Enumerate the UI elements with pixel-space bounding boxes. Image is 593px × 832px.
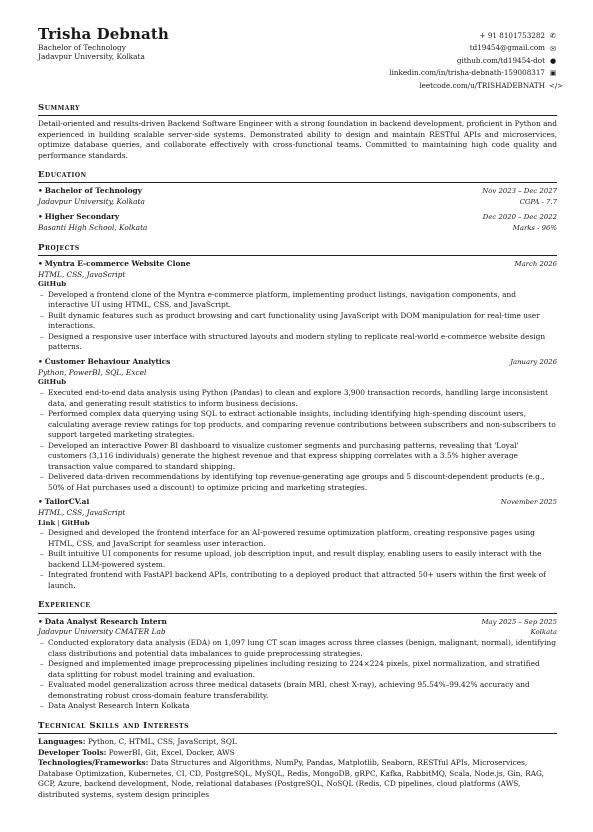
resume-header xyxy=(38,25,564,92)
project-live-link[interactable]: Link xyxy=(38,518,56,527)
project-date: March 2026 xyxy=(514,259,557,268)
candidate-degree: Bachelor of Technology xyxy=(38,42,126,52)
education-entry: • Higher Secondary Dec 2020 – Dec 2022 Basanti High School, Kolkata Marks - 96% xyxy=(38,211,557,232)
project-bullets xyxy=(48,290,557,353)
experience-location: Kolkata xyxy=(530,628,557,637)
project-tech: HTML, CSS, JavaScript xyxy=(38,269,126,279)
project-entry: • TailorCV.ai November 2025 HTML, CSS, JavaScript Link | GitHub – Designed and developed the frontend interface for an AI-powered resume optimization platform, creating responsive pages using HTML, CSS, and JavaScript for seamless user interaction. – Built intuitive UI components for resume upload, job description input, and result display, enabling users to easily interact with the backend LLM-powered system. – Integrated frontend with FastAPI backend APIs, contributing to a deployed product that attracted 50+ users within the first week of launch. xyxy=(38,497,557,591)
experience-org: Jadavpur University CMATER Lab xyxy=(38,627,166,637)
list-item: – Performed complex data querying using SQL to extract actionable insights, including identifying high-spending discount users, calculating average review ratings for top products, and comparing revenue contributions between subscribers and non-subscribers to support targeted marketing strategies. xyxy=(48,409,557,441)
list-item: – Executed end-to-end data analysis using Python (Pandas) to clean and explore 3,900 transaction records, handling large inconsistent data, and generating result statistics to inform business decisions. xyxy=(48,388,557,409)
experience-dates: May 2025 – Sep 2025 xyxy=(481,617,557,626)
contact-linkedin-text: linkedin.com/in/trisha-debnath-159008317 xyxy=(389,68,545,78)
project-name: Customer Behaviour Analytics xyxy=(44,356,171,366)
contact-block xyxy=(389,30,564,92)
candidate-name: Trisha Debnath xyxy=(38,25,169,43)
contact-leetcode[interactable] xyxy=(389,80,564,92)
project-entry: • Customer Behaviour Analytics January 2026 Python, PowerBI, SQL, Excel GitHub – Executed end-to-end data analysis using Python (Pandas) to clean and explore 3,900 transaction records, handling large inconsistent data, and generating result statistics to inform business decisions. – Performed complex data querying using SQL to extract actionable insights, including identifying high-spending discount users, calculating average review ratings for top products, and comparing revenue contributions between subscribers and non-subscribers to support targeted marketing strategies. – Developed an interactive Power BI dashboard to visualize customer segments and purchasing patterns, revealing that 'Loyal' customers (3,116 individuals) generate the highest revenue and that express shipping correlates with a 3.5% higher average transaction value compared to standard shipping. – Delivered data-driven recommendations by identifying top revenue-generating age groups and 5 discount-dependent products (e.g., 50% of Hat purchases used a discount) to optimize pricing and marketing strategies. xyxy=(38,357,557,493)
education-entry: • Bachelor of Technology Nov 2023 – Dec 2027 Jadavpur University, Kolkata CGPA - 7.7 xyxy=(38,186,557,207)
mail-icon: ✉ xyxy=(550,44,556,53)
project-name: Myntra E-commerce Website Clone xyxy=(44,258,191,268)
project-github-link[interactable]: GitHub xyxy=(61,518,90,527)
list-item: – Integrated frontend with FastAPI backend APIs, contributing to a deployed product that attracted 50+ users within the first week of launch. xyxy=(48,570,557,591)
skill-line-frameworks xyxy=(38,758,557,800)
education-degree: Bachelor of Technology xyxy=(44,186,142,196)
skills-block xyxy=(38,737,557,800)
experience-entry: • Data Analyst Research Intern May 2025 – Sep 2025 Jadavpur University CMATER Lab Kolkata – Conducted exploratory data analysis (EDA) on 1,097 lung CT scan images across three classes (benign, malignant, normal), identifying class distributions and potential data imbalances to guide preprocessing strategies. – Designed and implemented image preprocessing pipelines including resizing to 224×224 pixels, pixel normalization, and stratified data splitting for robust model training and evaluation. – Evaluated model generalization across three medical datasets (brain MRI, chest X-ray), achieving 95.54%–99.42% accuracy and demonstrating robust cross-domain feature transferability. – Data Analyst Research Intern Kolkata xyxy=(38,617,557,712)
list-item: – Data Analyst Research Intern Kolkata xyxy=(48,701,557,712)
skill-label: Technologies/Frameworks: xyxy=(38,758,149,768)
linkedin-icon: ▣ xyxy=(549,69,557,78)
list-item: – Developed an interactive Power BI dashboard to visualize customer segments and purchasing patterns, revealing that 'Loyal' customers (3,116 individuals) generate the highest revenue and that express shipping correlates with a 3.5% higher average transaction value compared to standard shipping. xyxy=(48,441,557,473)
phone-icon: ✆ xyxy=(550,32,556,41)
contact-leetcode-text: leetcode.com/u/TRISHADEBNATH xyxy=(419,80,545,90)
project-name: TailorCV.ai xyxy=(44,497,90,507)
github-icon: ● xyxy=(549,56,557,65)
list-item: – Designed a responsive user interface with structured layouts and modern styling to replicate real-world e-commerce website design patterns. xyxy=(48,332,557,353)
education-score: CGPA - 7.7 xyxy=(519,198,557,207)
skills-heading: Technical Skills and Interests xyxy=(38,720,557,734)
project-tech: HTML, CSS, JavaScript xyxy=(38,508,126,517)
summary-heading: Summary xyxy=(38,102,557,116)
contact-github-text: github.com/td19454-dot xyxy=(456,55,545,65)
contact-github[interactable] xyxy=(389,55,557,67)
experience-heading: Experience xyxy=(38,599,557,613)
list-item: – Conducted exploratory data analysis (EDA) on 1,097 lung CT scan images across three classes (benign, malignant, normal), identifying class distributions and potential data imbalances to guide preprocessing strategies. xyxy=(48,638,557,659)
summary-text: Detail-oriented and results-driven Backend Software Engineer with a strong foundation in backend development, proficient in Python and experienced in building scalable server-side systems. Demonstrated ability to design and maintain RESTful APIs and microservices, optimize database queries, and collaborate effectively with cross-functional teams. Committed to maintaining high code quality and performance standards. xyxy=(38,119,557,160)
skill-label: Languages: xyxy=(38,737,86,747)
education-heading: Education xyxy=(38,169,557,183)
project-github-link[interactable]: GitHub xyxy=(38,378,67,387)
list-item: – Built dynamic features such as product browsing and cart functionality using JavaScript with DOM manipulation for real-time user interactions. xyxy=(48,311,557,332)
skill-label: Developer Tools: xyxy=(38,747,107,757)
education-school: Jadavpur University, Kolkata xyxy=(38,197,145,207)
skill-line-languages xyxy=(38,737,557,748)
experience-role: Data Analyst Research Intern xyxy=(44,616,167,626)
list-item: – Designed and developed the frontend interface for an AI-powered resume optimization platform, creating responsive pages using HTML, CSS, and JavaScript for seamless user interaction. xyxy=(48,528,557,549)
list-item: – Evaluated model generalization across three medical datasets (brain MRI, chest X-ray), achieving 95.54%–99.42% accuracy and demonstrating robust cross-domain feature transferability. xyxy=(48,680,557,701)
experience-bullets xyxy=(48,638,557,712)
contact-email-text: td19454@gmail.com xyxy=(469,43,545,53)
education-degree: Higher Secondary xyxy=(44,211,120,221)
project-bullets xyxy=(48,528,557,591)
project-date: January 2026 xyxy=(510,357,557,366)
education-score: Marks - 96% xyxy=(512,223,557,232)
projects-heading: Projects xyxy=(38,242,557,256)
education-school: Basanti High School, Kolkata xyxy=(38,222,148,232)
education-dates: Dec 2020 – Dec 2022 xyxy=(482,212,557,221)
project-bullets xyxy=(48,388,557,493)
project-tech: Python, PowerBI, SQL, Excel xyxy=(38,367,147,377)
education-dates: Nov 2023 – Dec 2027 xyxy=(482,187,557,196)
identity-block xyxy=(38,26,169,62)
project-date: November 2025 xyxy=(500,498,557,507)
skill-value: Data Structures and Algorithms, NumPy, Pandas, Matplotlib, Seaborn, RESTful APIs, Microservices, Database Optimization, Kubernetes, CI, CD, PostgreSQL, MySQL, Redis, MongoDB, gRPC, Kafka, RabbitMQ, Scala, Node.js, Gin, RAG, GCP, Azure, backend development, Node, relational databases (PostgreSQL, NoSQL (Redis, CD pipelines, cloud platforms (AWS, distributed systems, system design principles xyxy=(38,758,545,799)
project-github-link[interactable]: GitHub xyxy=(38,280,67,289)
contact-email[interactable] xyxy=(389,42,557,54)
link-separator: | xyxy=(57,518,60,527)
contact-phone-text: + 91 8101753282 xyxy=(479,31,545,40)
list-item: – Built intuitive UI components for resume upload, job description input, and result display, enabling users to easily interact with the backend LLM-powered system. xyxy=(48,549,557,570)
candidate-university: Jadavpur University, Kolkata xyxy=(38,52,145,62)
contact-phone[interactable] xyxy=(389,30,557,42)
project-entry: • Myntra E-commerce Website Clone March 2026 HTML, CSS, JavaScript GitHub – Developed a frontend clone of the Myntra e-commerce platform, implementing product listings, navigation components, and interactive UI using HTML, CSS, and JavaScript. – Built dynamic features such as product browsing and cart functionality using JavaScript with DOM manipulation for real-time user interactions. – Designed a responsive user interface with structured layouts and modern styling to replicate real-world e-commerce website design patterns. xyxy=(38,259,557,353)
list-item: – Delivered data-driven recommendations by identifying top revenue-generating age groups and 5 discount-dependent products (e.g., 50% of Hat purchases used a discount) to optimize pricing and marketing strategies. xyxy=(48,472,557,493)
contact-linkedin[interactable] xyxy=(389,67,557,79)
list-item: – Designed and implemented image preprocessing pipelines including resizing to 224×224 pixels, pixel normalization, and stratified data splitting for robust model training and evaluation. xyxy=(48,659,557,680)
skill-value: Python, C, HTML, CSS, JavaScript, SQL xyxy=(87,737,237,747)
code-icon: </> xyxy=(549,81,564,90)
skill-value: PowerBI, Git, Excel, Docker, AWS xyxy=(108,747,235,757)
list-item: – Developed a frontend clone of the Myntra e-commerce platform, implementing product listings, navigation components, and interactive UI using HTML, CSS, and JavaScript. xyxy=(48,290,557,311)
skill-line-tools xyxy=(38,748,557,759)
